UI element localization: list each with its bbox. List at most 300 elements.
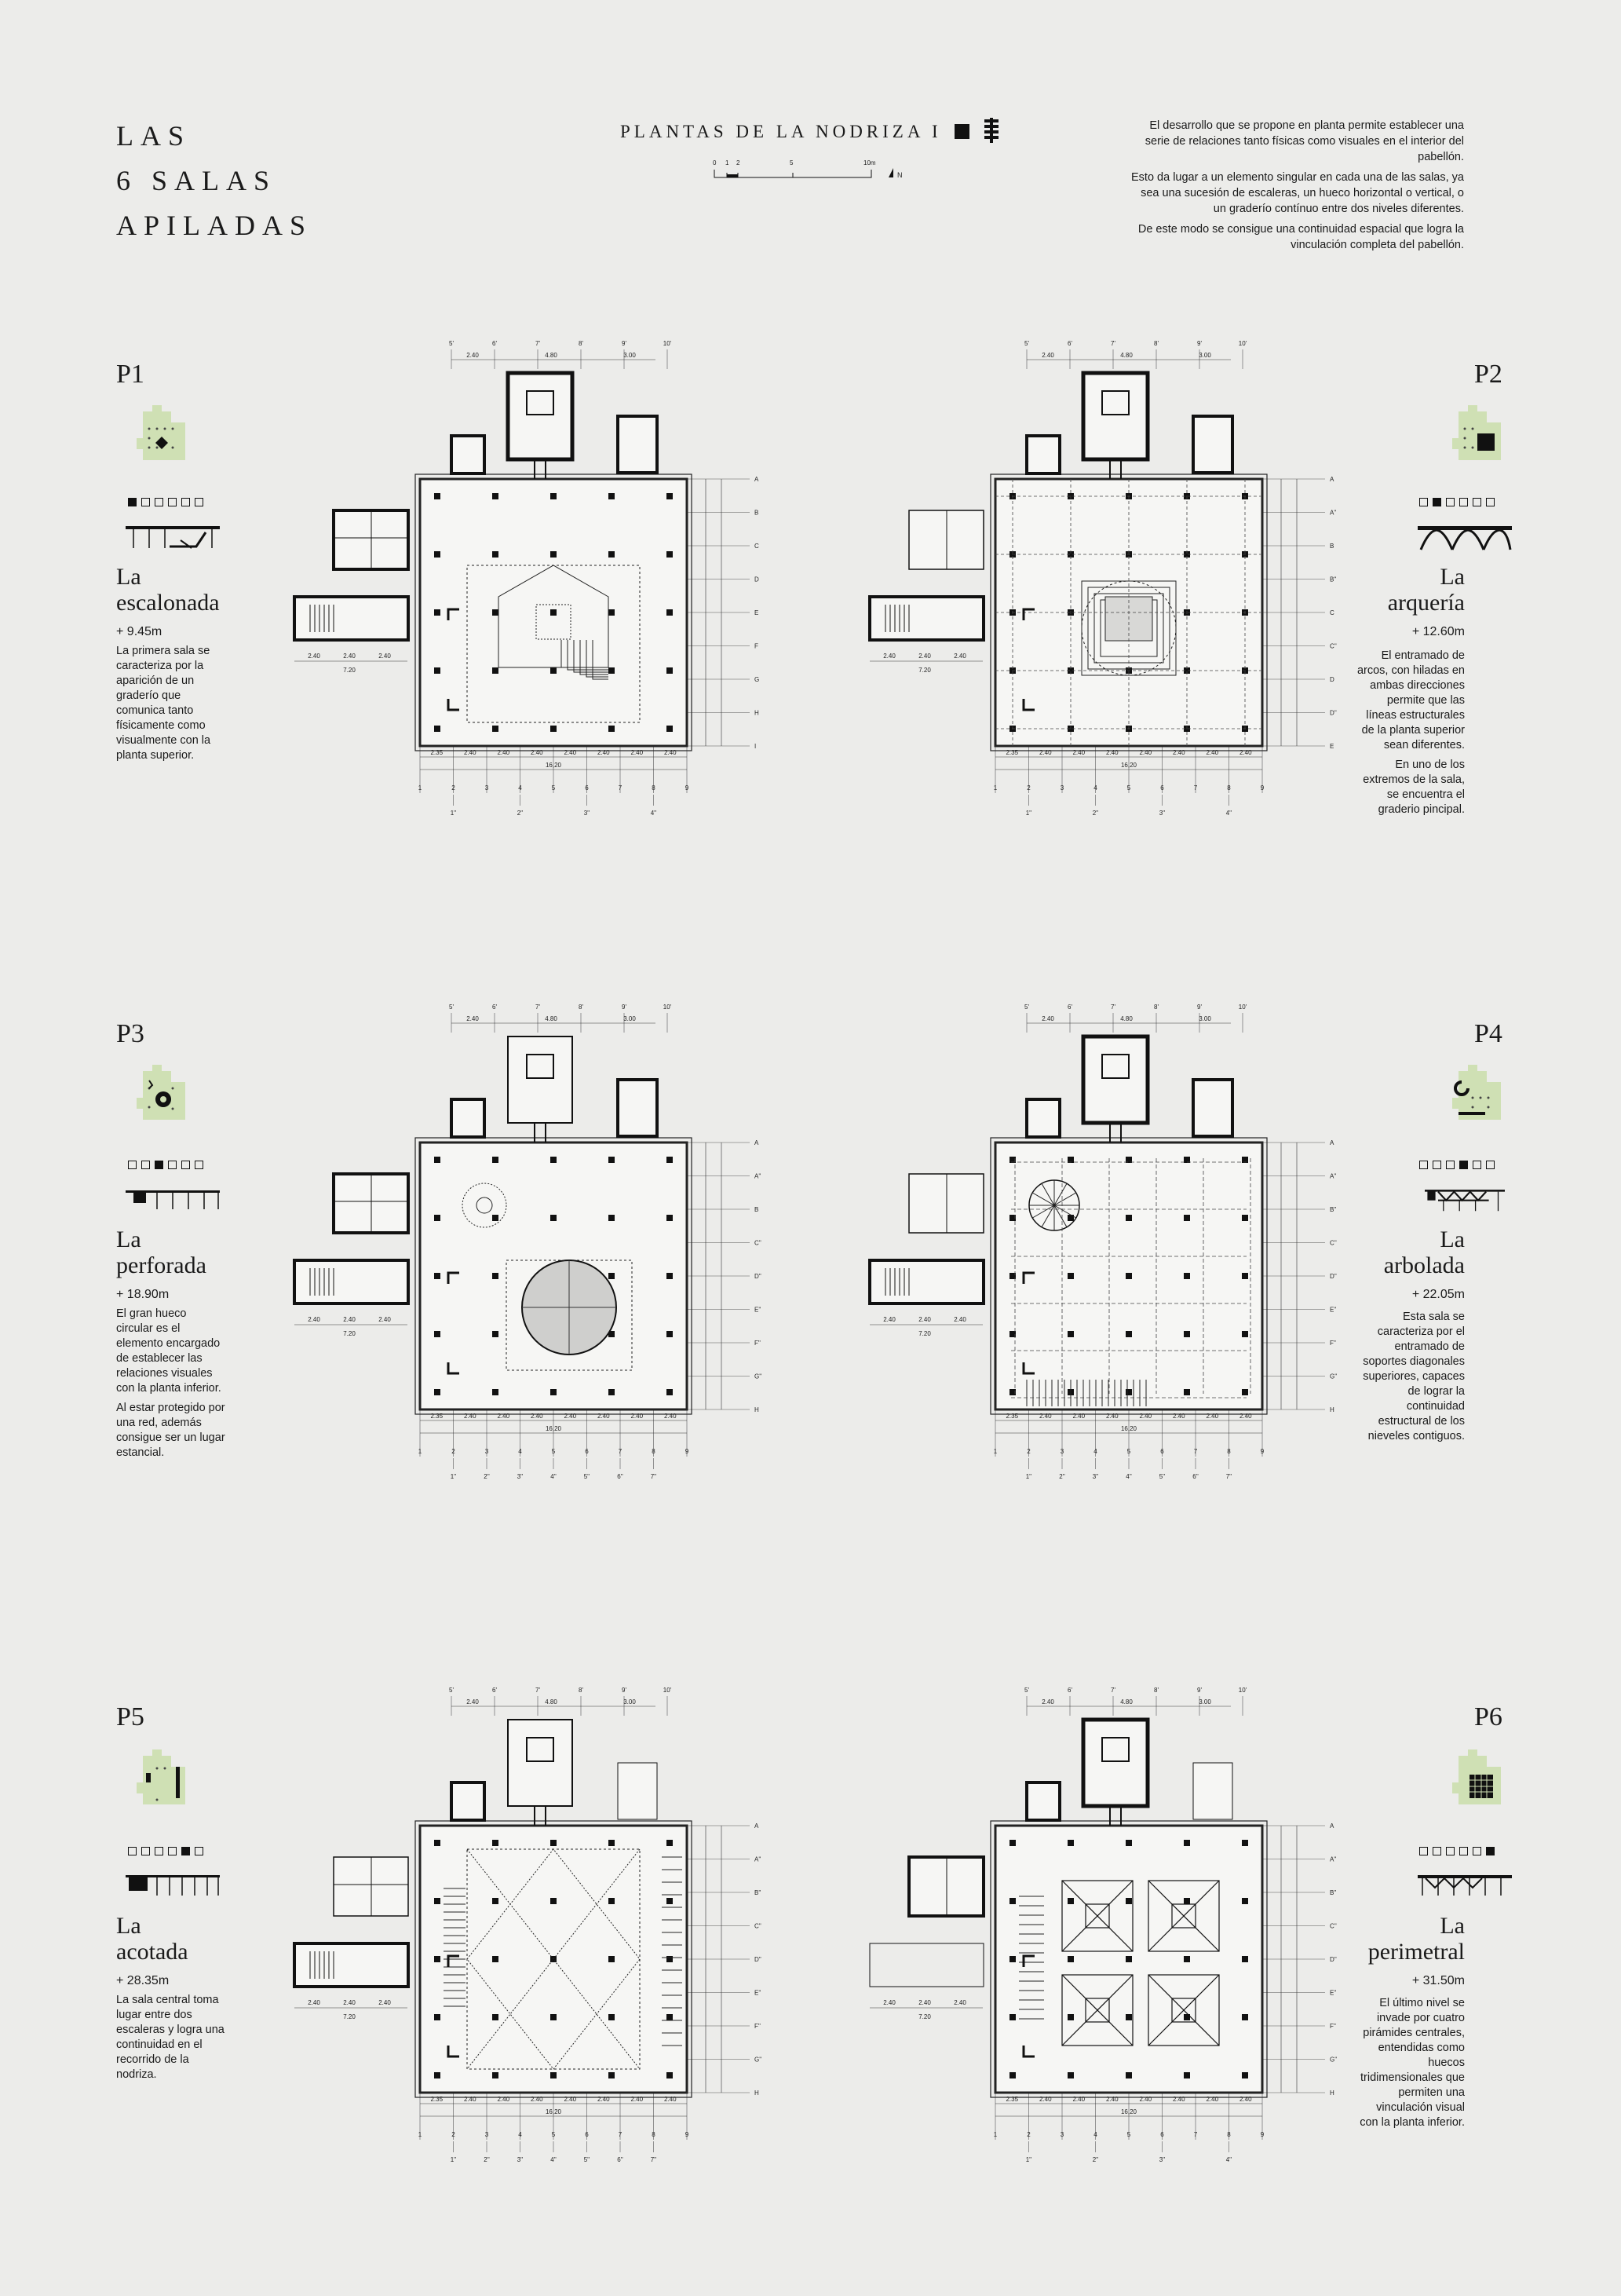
structural-column <box>434 551 440 558</box>
dimension-label: 2.40 <box>883 653 896 660</box>
title-line-2: 6 SALAS <box>116 165 277 196</box>
axis-label: 4'' <box>550 1473 557 1480</box>
structural-column <box>1242 1273 1248 1279</box>
tower-connector <box>1110 459 1121 479</box>
column-axis-label: 7 <box>618 784 622 792</box>
axis-label: 2'' <box>1092 810 1099 817</box>
structural-column <box>492 2072 498 2078</box>
row-axis-label: C'' <box>754 1922 761 1930</box>
axis-label: 2'' <box>517 810 524 817</box>
dimension-label: 2.40 <box>883 1999 896 2006</box>
column-axis-label: 4 <box>1093 1448 1097 1455</box>
structural-column <box>434 1331 440 1337</box>
main-tower <box>508 1036 572 1123</box>
column-axis-label: 2 <box>1027 2131 1031 2138</box>
structural-column <box>550 1389 557 1395</box>
column-axis-label: 2 <box>451 784 455 792</box>
dimension-label: 2.40 <box>343 1316 356 1323</box>
level-label-p6: P6 <box>1474 1702 1502 1731</box>
dimension-label: 2.35 <box>1006 749 1019 756</box>
row-axis-label: E'' <box>1330 1306 1337 1314</box>
column-axis-label: 10' <box>663 1687 672 1694</box>
column-axis-label: 6 <box>585 1448 589 1455</box>
stair-annex <box>294 1260 408 1303</box>
section-diagram-p6 <box>1418 1872 1512 1899</box>
axis-label: 6'' <box>1192 1473 1199 1480</box>
key-plan-thumbnail-p6 <box>1441 1745 1512 1815</box>
structural-column <box>1068 1273 1074 1279</box>
row-axis-label: D'' <box>1330 1956 1337 1963</box>
structural-column <box>1242 1956 1248 1962</box>
column-axis-label: 9' <box>622 1004 626 1011</box>
structural-column <box>666 667 673 674</box>
column-axis-label: 7' <box>535 1004 540 1011</box>
axis-label: 7'' <box>650 2156 657 2163</box>
room-article: La <box>116 1913 141 1939</box>
structural-column <box>1009 1898 1016 1904</box>
stair-annex <box>294 1943 408 1987</box>
axis-label: 1'' <box>1025 810 1032 817</box>
dimension-label: 2.40 <box>1042 1698 1054 1706</box>
key-plan-thumbnail-p1 <box>126 400 196 471</box>
dimension-label: 2.40 <box>1139 2096 1152 2103</box>
column-axis-label: 8 <box>652 1448 655 1455</box>
dimension-label: 2.40 <box>663 2096 677 2103</box>
room-description-text: La sala central toma lugar entre dos escaleras y logra una continuidad en el recorrido de la nodriza. <box>116 1994 225 2081</box>
dimension-label: 2.40 <box>497 2096 510 2103</box>
structural-column <box>608 1389 615 1395</box>
dimension-label: 2.40 <box>1105 1413 1119 1420</box>
room-article: La <box>1440 564 1465 590</box>
row-axis-label: D'' <box>1330 709 1337 717</box>
structural-column <box>434 1956 440 1962</box>
axis-label: 2'' <box>1092 2156 1099 2163</box>
structural-column <box>666 2072 673 2078</box>
axis-label: 4'' <box>1225 810 1232 817</box>
dimension-label: 2.40 <box>1172 1413 1185 1420</box>
column-axis-label: 10' <box>1238 340 1247 347</box>
level-label-p5: P5 <box>116 1702 144 1731</box>
structural-column <box>1126 1956 1132 1962</box>
row-axis-label: C <box>1330 609 1334 616</box>
structural-column <box>666 1273 673 1279</box>
total-dimension: 16,20 <box>1120 2108 1137 2115</box>
tower-group <box>1027 373 1232 479</box>
dimension-label: 3.00 <box>1199 352 1211 359</box>
column-axis-label: 4 <box>518 1448 522 1455</box>
key-plan-thumbnail-p3 <box>126 1060 196 1131</box>
row-axis-label: A'' <box>1330 509 1337 517</box>
room-elevation-p4: + 22.05m <box>1411 1288 1465 1301</box>
structural-column <box>666 1157 673 1163</box>
row-axis-label: B'' <box>1330 576 1337 583</box>
annex-group <box>870 510 984 640</box>
structural-column <box>1126 1840 1132 1846</box>
tower-group <box>451 1720 657 1826</box>
dimension-label: 2.35 <box>430 1413 444 1420</box>
column-axis-label: 8' <box>579 340 583 347</box>
column-axis-label: 6 <box>585 784 589 792</box>
level-label-p4: P4 <box>1474 1019 1502 1048</box>
dimension-label: 2.40 <box>466 1015 479 1022</box>
column-axis-label: 8' <box>1154 1004 1159 1011</box>
section-glyph-icon <box>981 118 1002 143</box>
row-axis-label: A'' <box>754 1855 761 1863</box>
structural-column <box>550 1840 557 1846</box>
axis-label: 3'' <box>1092 1473 1099 1480</box>
column-axis-label: 2 <box>451 1448 455 1455</box>
intro-paragraph: El desarrollo que se propone en planta permite establecer una serie de relaciones tanto físicas como visuales en el interior del pabellón. <box>1145 119 1464 163</box>
structural-column <box>608 1157 615 1163</box>
row-axis-label: A <box>1330 476 1334 483</box>
stair-annex <box>870 597 984 640</box>
floor-plan-p2 <box>866 314 1368 848</box>
structural-column <box>550 1157 557 1163</box>
row-axis-label: D'' <box>754 1273 761 1280</box>
tower-connector <box>1110 1806 1121 1826</box>
room-description-p6 <box>1355 1996 1465 2135</box>
structural-column <box>492 1898 498 1904</box>
structural-column <box>608 493 615 499</box>
dimension-label: 2.40 <box>1139 1413 1152 1420</box>
room-elevation-p3: + 18.90m <box>116 1288 170 1301</box>
level-label-p3: P3 <box>116 1019 144 1048</box>
floor-plan-p6 <box>866 1661 1368 2195</box>
structural-column <box>666 1389 673 1395</box>
drawing-title <box>620 118 1002 143</box>
row-axis-label: B'' <box>1330 1206 1337 1213</box>
column-axis-label: 3 <box>484 2131 489 2138</box>
structural-column <box>608 1956 615 1962</box>
structural-column <box>608 609 615 616</box>
row-axis-label: H <box>754 1406 759 1413</box>
axis-label: 3'' <box>583 810 590 817</box>
structural-column <box>666 1215 673 1221</box>
total-dimension: 16,20 <box>545 762 562 769</box>
dimension-label: 2.35 <box>1006 1413 1019 1420</box>
column-axis-label: 10' <box>1238 1687 1247 1694</box>
room-article: La <box>1440 1913 1465 1939</box>
room-elevation-p2: + 12.60m <box>1411 625 1465 638</box>
tower-connector <box>535 1123 546 1143</box>
column-axis-label: 8 <box>1227 1448 1231 1455</box>
row-axis-label: B'' <box>754 1889 761 1896</box>
structural-column <box>666 2014 673 2020</box>
room-elevation-p5: + 28.35m <box>116 1974 170 1987</box>
dimension-label: 4.80 <box>545 1698 557 1706</box>
row-axis-label: A'' <box>754 1172 761 1180</box>
room-description-text: Esta sala se caracteriza por el entramado de soportes diagonales superiores, capaces de lograr la continuidad estructural de los nieveles contiguos. <box>1363 1311 1465 1442</box>
room-name-p3 <box>116 1227 206 1278</box>
column-axis-label: 5 <box>551 784 556 792</box>
structural-column <box>1242 2014 1248 2020</box>
structural-column <box>608 726 615 732</box>
dimension-label: 2.40 <box>1206 1413 1219 1420</box>
column-axis-label: 5 <box>551 1448 556 1455</box>
structural-column <box>666 1840 673 1846</box>
room-description-text: La primera sala se caracteriza por la aparición de un graderío que comunica tanto físicamente como visualmente con la planta superior. <box>116 645 211 762</box>
structural-column <box>608 2072 615 2078</box>
structural-column <box>1068 2072 1074 2078</box>
dimension-label: 3.00 <box>623 1015 636 1022</box>
column-axis-label: 9' <box>622 340 626 347</box>
structural-column <box>1126 1898 1132 1904</box>
dimension-label: 2.40 <box>597 1413 610 1420</box>
structural-column <box>1068 1331 1074 1337</box>
column-axis-label: 2 <box>451 2131 455 2138</box>
structural-column <box>608 1273 615 1279</box>
axis-label: 6'' <box>617 1473 623 1480</box>
row-axis-label: F <box>754 642 758 650</box>
level-indicator-p6 <box>1419 1847 1495 1855</box>
structural-column <box>1242 1215 1248 1221</box>
room-description-p2 <box>1355 649 1465 822</box>
column-axis-label: 1 <box>418 1448 422 1455</box>
column-axis-label: 7' <box>535 1687 540 1694</box>
structural-column <box>434 2072 440 2078</box>
room-description-p4 <box>1355 1310 1465 1449</box>
column-axis-label: 7 <box>618 2131 622 2138</box>
structural-column <box>550 1215 557 1221</box>
dimension-label: 2.40 <box>466 1698 479 1706</box>
column-axis-label: 6 <box>1160 2131 1164 2138</box>
annex-group <box>294 510 408 640</box>
axis-label: 5'' <box>583 2156 590 2163</box>
dimension-label: 2.40 <box>530 2096 543 2103</box>
column-axis-label: 3 <box>1060 1448 1064 1455</box>
structural-column <box>492 1389 498 1395</box>
structural-column <box>1068 1898 1074 1904</box>
row-axis-label: H <box>754 709 759 717</box>
floor-plan-p4 <box>866 978 1368 1512</box>
axis-label: 2'' <box>484 1473 490 1480</box>
room-description-p5 <box>116 1993 226 2087</box>
dimension-label: 2.40 <box>466 352 479 359</box>
tower-group <box>451 1036 657 1143</box>
dimension-label: 2.40 <box>378 1999 391 2006</box>
row-axis-label: E <box>754 609 759 616</box>
room-title: arquería <box>1387 590 1465 616</box>
structural-column <box>550 667 557 674</box>
structural-column <box>550 551 557 558</box>
structural-column <box>492 1157 498 1163</box>
structural-column <box>666 1898 673 1904</box>
column-axis-label: 8 <box>1227 784 1231 792</box>
dimension-label: 3.00 <box>1199 1015 1211 1022</box>
dimension-label: 2.40 <box>918 1316 931 1323</box>
row-axis-label: G'' <box>1330 1373 1338 1380</box>
structural-column <box>492 1840 498 1846</box>
dimension-label: 2.40 <box>1239 749 1252 756</box>
dimension-label: 2.40 <box>954 1316 966 1323</box>
row-axis-label: A <box>754 476 759 483</box>
axis-label: 5'' <box>1159 1473 1166 1480</box>
key-plan-thumbnail-p5 <box>126 1745 196 1815</box>
annex-group <box>870 1857 984 1987</box>
axis-label: 1'' <box>1025 1473 1032 1480</box>
room-name-p6 <box>1363 1913 1465 1965</box>
dimension-label: 2.40 <box>1172 2096 1185 2103</box>
total-dimension: 7.20 <box>343 667 356 674</box>
structural-column <box>1009 1956 1016 1962</box>
column-axis-label: 4 <box>1093 784 1097 792</box>
structural-column <box>1184 1331 1190 1337</box>
structural-column <box>1126 2014 1132 2020</box>
row-axis-label: I <box>754 743 757 750</box>
structural-column <box>434 1840 440 1846</box>
structural-column <box>608 1215 615 1221</box>
room-elevation-p6: + 31.50m <box>1411 1974 1465 1987</box>
tower-connector <box>535 459 546 479</box>
column-axis-label: 4 <box>518 784 522 792</box>
row-axis-label: A'' <box>1330 1855 1337 1863</box>
dimension-label: 2.40 <box>918 653 931 660</box>
structural-column <box>1009 1840 1016 1846</box>
structural-column <box>550 609 557 616</box>
room-description-p3 <box>116 1307 226 1465</box>
structural-column <box>492 1331 498 1337</box>
room-name-p1 <box>116 564 220 616</box>
level-label-p2: P2 <box>1474 360 1502 389</box>
structural-column <box>608 2014 615 2020</box>
stair-tower-left <box>1027 1099 1060 1137</box>
axis-label: 4'' <box>650 810 657 817</box>
column-axis-label: 9 <box>1260 1448 1265 1455</box>
dimension-label: 2.40 <box>1039 749 1052 756</box>
column-axis-label: 9' <box>622 1687 626 1694</box>
stair-tower-right <box>1193 1080 1232 1136</box>
dimension-label: 2.40 <box>308 1316 320 1323</box>
structural-column <box>492 609 498 616</box>
level-indicator-p4 <box>1419 1161 1495 1169</box>
row-axis-label: B <box>754 509 759 517</box>
axis-label: 3'' <box>517 1473 524 1480</box>
level-indicator-p3 <box>128 1161 203 1169</box>
axis-label: 5'' <box>583 1473 590 1480</box>
column-axis-label: 6' <box>492 1687 497 1694</box>
structural-column <box>434 2014 440 2020</box>
structural-column <box>1009 2014 1016 2020</box>
dimension-label: 2.40 <box>630 1413 644 1420</box>
total-dimension: 16,20 <box>1120 762 1137 769</box>
structural-column <box>434 1898 440 1904</box>
column-axis-label: 8' <box>1154 340 1159 347</box>
dimension-label: 2.40 <box>1072 1413 1086 1420</box>
dimension-label: 2.40 <box>630 2096 644 2103</box>
drawing-title-text: PLANTAS DE LA NODRIZA I <box>620 122 942 141</box>
structural-column <box>492 551 498 558</box>
plan-group <box>294 1687 762 2163</box>
total-dimension: 7.20 <box>343 1330 356 1337</box>
dimension-label: 2.35 <box>430 2096 444 2103</box>
axis-label: 7'' <box>1225 1473 1232 1480</box>
dimension-label: 2.40 <box>463 749 476 756</box>
structural-column <box>1184 1389 1190 1395</box>
dimension-label: 2.40 <box>1239 1413 1252 1420</box>
dimension-label: 2.40 <box>1072 749 1086 756</box>
key-plan-thumbnail-p2 <box>1441 400 1512 471</box>
row-axis-label: H <box>754 2089 759 2097</box>
axis-label: 2'' <box>1059 1473 1065 1480</box>
room-article: La <box>116 564 141 590</box>
structural-column <box>666 551 673 558</box>
dimension-label: 2.40 <box>1206 749 1219 756</box>
column-axis-label: 8' <box>1154 1687 1159 1694</box>
row-axis-label: A <box>754 1823 759 1830</box>
column-axis-label: 5' <box>449 1004 454 1011</box>
structural-column <box>666 1331 673 1337</box>
dimension-label: 2.40 <box>630 749 644 756</box>
dimension-label: 2.35 <box>1006 2096 1019 2103</box>
structural-column <box>666 493 673 499</box>
main-title <box>116 114 312 248</box>
structural-column <box>550 726 557 732</box>
key-plan-thumbnail-p4 <box>1441 1060 1512 1131</box>
column-axis-label: 6' <box>1068 1004 1072 1011</box>
dimension-label: 4.80 <box>1120 352 1133 359</box>
column-axis-label: 7 <box>1193 2131 1198 2138</box>
structural-column <box>492 726 498 732</box>
section-diagram-p3 <box>126 1186 220 1212</box>
axis-label: 1'' <box>450 1473 457 1480</box>
structural-column <box>434 1389 440 1395</box>
dimension-label: 2.40 <box>1042 1015 1054 1022</box>
room-description-text: El entramado de arcos, con hiladas en ambas direcciones permite que las líneas estructurales de la planta superior sean diferentes. <box>1356 649 1465 751</box>
floor-plan-p5 <box>290 1661 762 2195</box>
column-axis-label: 8 <box>652 784 655 792</box>
axis-label: 4'' <box>1225 2156 1232 2163</box>
room-description-text: En uno de los extremos de la sala, se encuentra el graderio pincipal. <box>1363 759 1465 816</box>
row-grid <box>1262 1143 1325 1409</box>
room-title: arbolada <box>1383 1252 1465 1278</box>
row-axis-label: F'' <box>754 2023 761 2030</box>
room-description-text: El gran hueco circular es el elemento encargado de establecer las relaciones visuales con la planta inferior. <box>116 1307 221 1395</box>
structural-column <box>1242 1331 1248 1337</box>
structural-column <box>1184 2072 1190 2078</box>
column-axis-label: 5' <box>449 340 454 347</box>
floor-plan-p1 <box>290 314 760 848</box>
structural-column <box>492 493 498 499</box>
total-dimension: 7.20 <box>918 667 931 674</box>
row-axis-label: H <box>1330 2089 1334 2097</box>
row-axis-label: E'' <box>754 1306 761 1314</box>
column-axis-label: 5 <box>1126 1448 1131 1455</box>
row-axis-label: A <box>1330 1139 1334 1146</box>
intro-paragraph: De este modo se consigue una continuidad espacial que logra la vinculación completa del pabellón. <box>1137 223 1464 251</box>
room-name-p5 <box>116 1913 188 1965</box>
total-dimension: 16,20 <box>545 2108 562 2115</box>
column-axis-label: 8 <box>1227 2131 1231 2138</box>
row-axis-label: E'' <box>1330 1989 1337 1997</box>
stair-annex <box>870 1260 984 1303</box>
row-axis-label: D <box>754 576 759 583</box>
scale-bar <box>706 155 911 184</box>
structural-column <box>434 493 440 499</box>
row-axis-label: C'' <box>1330 1922 1337 1930</box>
dimension-label: 2.40 <box>883 1316 896 1323</box>
dimension-label: 2.40 <box>308 1999 320 2006</box>
row-axis-label: B <box>754 1206 759 1213</box>
column-axis-label: 6' <box>1068 340 1072 347</box>
level-label-p1: P1 <box>116 360 144 389</box>
row-axis-label: A <box>754 1139 759 1146</box>
room-title: perforada <box>116 1252 206 1278</box>
dimension-label: 2.40 <box>1072 2096 1086 2103</box>
room-description-p1 <box>116 644 226 768</box>
structural-column <box>1068 1956 1074 1962</box>
annex-group <box>294 1857 408 1987</box>
column-axis-label: 7' <box>1111 340 1115 347</box>
